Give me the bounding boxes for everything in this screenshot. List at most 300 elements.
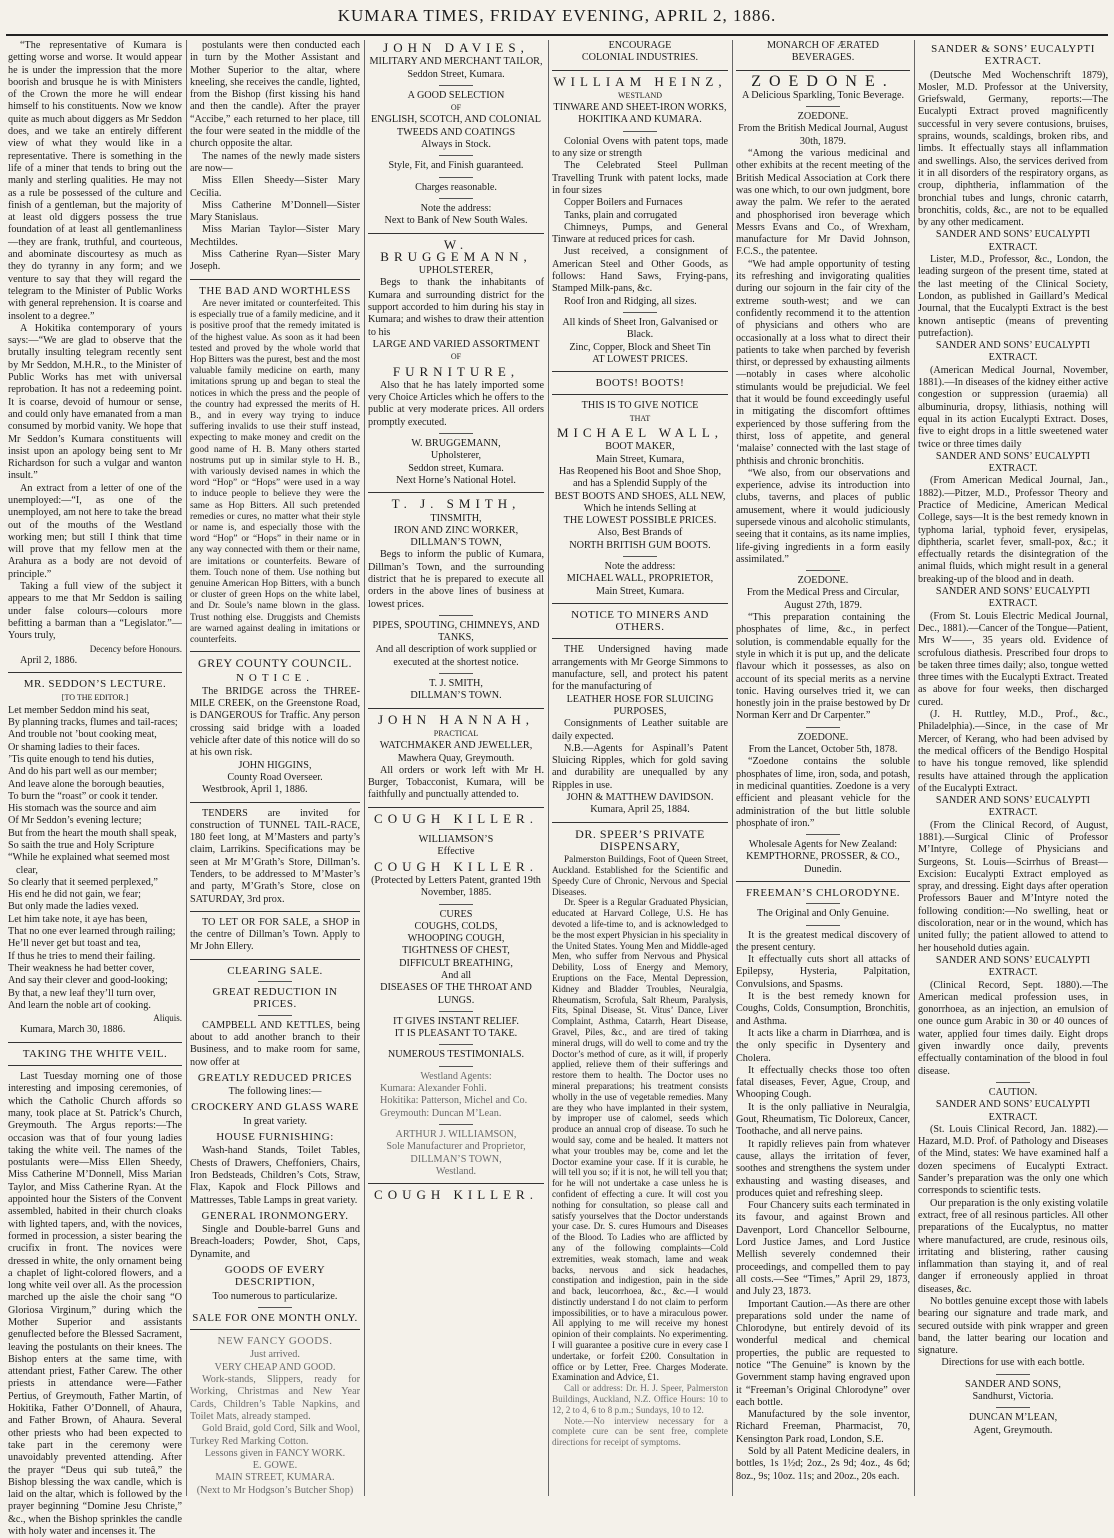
davies-name: JOHN DAVIES, xyxy=(383,40,529,55)
cough-bottom: COUGH KILLER. xyxy=(374,1187,538,1203)
column-divider xyxy=(548,40,549,1496)
poem-line: By planning tracks, flumes and tail-races; xyxy=(8,717,178,729)
sander-heading: SANDER AND SONS’ EUCALYPTI EXTRACT. xyxy=(935,229,1091,253)
cough-big: COUGH KILLER. xyxy=(374,858,538,874)
speer-title: DR. SPEER’S PRIVATE DISPENSARY, xyxy=(575,826,705,853)
poem-place: Kumara, March 30, 1886. xyxy=(20,1024,126,1036)
agent-place: Agent, Greymouth. xyxy=(973,1424,1053,1436)
z2-source: From the Medical Press and Circular, August 27th, 1879. xyxy=(746,587,900,611)
arthur: ARTHUR J. WILLIAMSON, xyxy=(395,1128,517,1140)
z1-body2: “We had ample opportunity of testing its refreshing and invigorating qualities during our sojourn in the fair city of the extreme south-west; and we can confidently recommend it to the attention of physicians and others who are occasionally at a loss what to direct their patients to take when parched by feverish thirst, or depressed by exhausting ailments—notably in cases where alcoholic stimulants would be prejudicial. We feel that it would be found exceedingly useful in mitigating the discomfort ofttimes experienced by those suffering from the thirst, loss of appetite, and general ‘malaise’ connected with the last stage of phthisis and chronic bronchitis. xyxy=(736,258,910,467)
letter-paragraph: “The representative of Kumara is getting worse and worse. It would appear he is under the impression that the more boorish and brusque he is with Ministers of the Crown the more he will endear himself to his constituents. Now we know quite as much about diggers as Mr Seddon does, and we take an entirely different view of what they would like in a representative. There is something in the life of a miner that tends to bring out the manly and sterling qualities. He may not as a rule be possessed of the culture and finish of a gentleman, but the majority of at least old diggers possess the true foundation of at least all gentlemanliness—they are frank, truthful, and courteous, and abominate discourtesy as much as they do tyranny in any form; and we venture to say that they will regard the telegram to the Minister of Public Works with general reprehension. It is coarse and insolent to a degree.” xyxy=(8,40,182,322)
z1-body: “Among the various medicinal and other exhibits at the recent meeting of the British Medical Association at Cork there was one which, to our own judgment, bore away the palm. We refer to the aerated and phosphorised iron beverage which Messrs Evans and Co., of Wrexham, manufacture for Mr David Johnson, F.C.S., the patentee. xyxy=(736,148,911,258)
house-body: Wash-hand Stands, Toilet Tables, Chests of Drawers, Cheffoniers, Chairs, Iron Bedsteads, Children’s Cots, Straw, Flax, Kapok and Flock Pillows and Mattresses, Table Lamps in great variety. xyxy=(190,1145,360,1206)
column-4 xyxy=(552,40,728,1496)
campbell-body: CAMPBELL AND KETTLES, being about to add another branch to their Business, and to make room for same, now offer at xyxy=(190,1019,360,1068)
numerous: NUMEROUS TESTIMONIALS. xyxy=(387,1049,525,1061)
davies-address: Seddon Street, Kumara. xyxy=(407,68,505,80)
sander-para: (St. Louis Clinical Record, Jan. 1882).—Hazard, M.D. Prof. of Pathology and Diseases of the Mind, states: We have examined half a dozen specimens of Eucalypti Extract. Sander’s preparation was the only one which corresponds to scientific tests. xyxy=(918,1123,1108,1197)
lecture-title: MR. SEDDON’S LECTURE. xyxy=(23,678,167,691)
z3-source: From the Lancet, October 5th, 1878. xyxy=(748,744,898,756)
effective: Effective xyxy=(437,846,475,858)
boots-main: Main Street, Kumara. xyxy=(595,585,685,597)
and-all: And all xyxy=(440,970,472,981)
bad-title: THE BAD AND WORTHLESS xyxy=(199,284,351,297)
sander-heading: SANDER AND SONS’ EUCALYPTI EXTRACT. xyxy=(935,1099,1091,1123)
davies-next: Next to Bank of New South Wales. xyxy=(384,215,528,227)
sander-para: (Clinical Record, Sept. 1880).—The American medical profession uses, in gonorrhoea, as an injection, an emulsion of one ounce gum Arabic in 30 or 40 ounces of water, applied four times daily. Eight drops given inwardly once daily, prevents effectually contamination of the blood in foul disease. xyxy=(918,979,1108,1077)
short-rule xyxy=(623,556,657,557)
hannah-role: WATCHMAKER AND JEWELLER, xyxy=(379,740,533,752)
veil-title: TAKING THE WHITE VEIL. xyxy=(22,1047,168,1060)
z1-title: ZOEDONE. xyxy=(797,111,849,123)
heinz-item: Roof Iron and Ridging, all sizes. xyxy=(564,295,697,307)
house-furnishing: HOUSE FURNISHING: xyxy=(216,1131,334,1144)
short-rule xyxy=(258,981,292,982)
boots-address: Main Street, Kumara, xyxy=(595,453,685,465)
short-rule xyxy=(806,834,840,835)
heinz-item: The Celebrated Steel Pullman Travelling Trunk with patent locks, made in four sizes xyxy=(552,160,728,196)
sander-para: Lister, M.D., Professor, &c., London, the leading surgeon of the present time, stated at the last meeting of the Clinical Society, London, as published in Gaillard’s Medical Journal, that the Eucalypti Extract is the best known antiseptic (means of preventing putrefaction). xyxy=(918,254,1108,339)
sander-heading: SANDER AND SONS’ EUCALYPTI EXTRACT. xyxy=(935,450,1091,475)
davies-stock: Always in Stock. xyxy=(421,139,491,151)
z3-title: ZOEDONE. xyxy=(797,731,849,743)
smith-sig: T. J. SMITH, xyxy=(429,678,483,690)
sander-heading: SANDER AND SONS’ EUCALYPTI EXTRACT. xyxy=(935,586,1091,610)
dunedin: Dunedin. xyxy=(804,863,842,875)
poem-line: His end he did not gain, we fear; xyxy=(8,889,141,901)
delicious: A Delicious Sparkling, Tonic Beverage. xyxy=(741,89,905,101)
sander-para: No bottles genuine except those with labels bearing our signature and trade mark, and secured outside with pink wrapper and green band, the latter bearing our location and signature. xyxy=(918,1295,1108,1357)
goods-every: GOODS OF EVERY DESCRIPTION, xyxy=(224,1264,326,1289)
separator xyxy=(736,70,910,71)
pleasant: IT IS PLEASANT TO TAKE. xyxy=(394,1028,518,1040)
sander-para: Our preparation is the only existing volatile extract, free of all resinous particles. All other preparations of the Eucalyptus, no matter where manufactured, are crude, resinous oils, irritating and blistering, rather causing inflammation than staying it, and of real danger if erroneously applied in throat diseases, &c. xyxy=(918,1197,1108,1295)
faded-line: (Next to Mr Hodgson’s Butcher Shop) xyxy=(196,1484,354,1496)
column-2 xyxy=(190,40,360,1496)
short-rule xyxy=(439,155,473,156)
freeman-para: It rapidly relieves pain from whatever cause, allays the irritation of fever, soothes and strengthens the system under exhausting and wasting diseases, and produces quiet and refreshing sleep. xyxy=(736,1138,910,1199)
grey-body: The BRIDGE across the THREE-MILE CREEK, on the Greenstone Road, is DANGEROUS for Traffic. Any person crossing said bridge with a loaded vehicle after date of this notice will do so at his own risk. xyxy=(190,685,360,759)
veil-name: Miss Catherine M’Donnell—Sister Mary Stanislaus. xyxy=(190,199,360,224)
boots-north: NORTH BRITISH GUM BOOTS. xyxy=(569,539,711,551)
column-1 xyxy=(8,40,182,1538)
too-numerous: Too numerous to particularize. xyxy=(212,1290,338,1302)
separator xyxy=(552,638,728,639)
letter-signature: Decency before Honours. xyxy=(89,643,182,654)
heinz-item: Chimneys, Pumps, and General Tinware at reduced prices for cash. xyxy=(552,221,728,246)
miners-nb: N.B.—Agents for Aspinall’s Patent Sluicing Ripples, which for gold saving and durability are unequalled by any Ripples in use. xyxy=(552,742,728,791)
short-rule xyxy=(439,198,473,199)
miners-body2: Consignments of Leather suitable are daily expected. xyxy=(552,718,728,742)
sander-para: (From American Medical Journal, Jan., 1882).—Pitzer, M.D., Professor Theory and Practice of Medicine, American Medical College, says—It is the best remedy known in typhoma larial, typhoid fever, erysipelas, diphtheria, scarlet fever, small-pox, &c.; it effectually retards the disintegration of the animal fluids, which might result in a general breaking-up of the blood and in death. xyxy=(918,475,1108,585)
short-rule xyxy=(623,131,657,132)
short-rule xyxy=(439,433,473,434)
letter-date: April 2, 1886. xyxy=(20,654,78,666)
protected: (Protected by Letters Patent, granted 19th November, 1885. xyxy=(371,874,541,899)
freeman-title: FREEMAN’S CHLORODYNE. xyxy=(745,887,901,899)
poem-line: He’ll never get but toast and tea, xyxy=(8,938,141,950)
heinz-item: Copper Boilers and Furnaces xyxy=(564,197,683,209)
separator xyxy=(190,911,360,912)
heinz-sheet: All kinds of Sheet Iron, Galvanised or Black. xyxy=(562,316,718,341)
faded-line: Work-stands, Slippers, ready for Working, Christmas and New Year Cards, Children’s Table Napkins, and Toilet Mats, already stamped. xyxy=(190,1374,360,1422)
freeman-para: Four Chancery suits each terminated in its favour, and against Brown and Davenport, Lord Chancellor Selbourne, Lord Justice James, and Lord Justice Mellish severely condemned their proceedings, and compelled them to pay all costs.—See “Times,” April 29, 1873, and July 23, 1873. xyxy=(736,1200,910,1298)
sander-place: Sandhurst, Victoria. xyxy=(972,1391,1054,1403)
poem-line: But only made the ladies vexed. xyxy=(8,901,139,913)
heinz-address: HOKITIKA AND KUMARA. xyxy=(578,114,702,126)
separator xyxy=(368,1183,544,1184)
veil-continued: postulants were then conducted each in turn by the Mother Assistant and Mother Superior to the altar, where kneeling, she receives the candle, lighted, from the Bishop (first kissing his hand and then the candle). After the prayer “Accibe,” each returned to her place, till the four were seated in the middle of the church opposite the altar. xyxy=(190,40,360,150)
heinz-zinc: Zinc, Copper, Block and Sheet Tin xyxy=(569,341,711,353)
sander-sig: SANDER AND SONS, xyxy=(965,1378,1061,1390)
separator xyxy=(552,70,728,71)
poem-line: Let member Seddon mind his seat, xyxy=(8,704,150,716)
boots-which: Which he intends Selling at xyxy=(583,502,697,514)
just-arrived: Just arrived. xyxy=(250,1349,300,1361)
short-rule xyxy=(439,1124,473,1125)
wholesale: Wholesale Agents for New Zealand: xyxy=(748,839,898,851)
faded-agents xyxy=(368,1071,544,1178)
boots-body: Has Reopened his Boot and Shoe Shop, and has a Splendid Supply of the xyxy=(558,465,722,490)
column-5 xyxy=(736,40,910,1496)
davies-selection: A GOOD SELECTION xyxy=(407,89,505,101)
cures-list xyxy=(368,921,544,970)
column-divider xyxy=(186,40,187,1496)
freeman-para: Manufactured by the sole inventor, Richard Freeman, Pharmacist, 70, Kensington Park road, London, S.E. xyxy=(736,1409,910,1445)
masthead-rule xyxy=(6,34,1108,36)
heinz-westland: WESTLAND xyxy=(618,90,662,100)
poem-line: And learn the noble art of cooking. xyxy=(8,999,151,1011)
short-rule xyxy=(258,1307,292,1308)
poem-line: And say their clever and good-looking; xyxy=(8,975,168,987)
sander-para: (Deutsche Med Wochenschrift 1879), Mosler, M.D. Professor at the University, Griefswald, Germany, reports:—The Eucalypti Extract proved magnificently successful in very severe contusions, bruises, sprains, wounds, scaldings, broken ribs, and limbs. It effectually stays all inflammation and swellings. Also, the services derived from it in all disorders of the respiratory organs, as croup, diphtheria, inflammation of the bronchial tubes and lungs, chronic catarrh, bronchitis, colds, &c., are not to be equalled by any other medicament. xyxy=(918,69,1108,229)
brug-furniture: FURNITURE, xyxy=(392,363,520,379)
brug-of: OF xyxy=(450,352,462,362)
masthead: KUMARA TIMES, FRIDAY EVENING, APRIL 2, 1886. xyxy=(337,6,777,25)
letter-paragraph: An extract from a letter of one of the unemployed:—“I, as one of the unemployed, am not here to take the bread out of the mouths of the Westland working men; but still I think that time will prove that my fellow men at the Arahura as a body are not devoid of principle.” xyxy=(8,482,182,580)
veil-name: Miss Marian Taylor—Sister Mary Mechtildes. xyxy=(190,224,360,248)
miners-body: THE Undersigned having made arrangements with Mr George Simmons to manufacture, sell, and protect his patent for the manufacturing of xyxy=(552,644,728,693)
brug-next: Next Horne’s National Hotel. xyxy=(396,474,516,486)
smith-body: Begs to inform the public of Kumara, Dillman’s Town, and the surrounding district that he is prepared to execute all orders in the above lines of business at lowest prices. xyxy=(368,549,544,610)
separator xyxy=(8,1065,182,1066)
separator xyxy=(552,603,728,604)
sander-para: (American Medical Journal, November, 1881).—In diseases of the kidney either active congestion or suppression (uraemia) all albuminuria, dropsy, lithiasis, nothing will equal in its action Eucalypti Extract. Doses, five to eight drops in a little sweetened water twice or three times daily xyxy=(918,364,1108,450)
short-rule xyxy=(996,1374,1030,1375)
poem-line: ’Tis quite enough to tend his duties, xyxy=(8,753,154,765)
veil-names xyxy=(190,175,360,273)
boots-also: Also, Best Brands of xyxy=(597,527,683,539)
sander-heading: SANDER AND SONS’ EUCALYPTI EXTRACT. xyxy=(935,954,1091,979)
freeman-para: It is the only palliative in Neuralgia, Gout, Rheumatism, Tic Doloreux, Cancer, Toothache, and all nerve pains. xyxy=(736,1101,910,1138)
short-rule xyxy=(806,106,840,107)
boots-role: BOOT MAKER, xyxy=(605,441,675,453)
tenders-body: TENDERS are invited for construction of TUNNEL TAIL-RACE, 180 feet long, at M’Masters and party’s claim, Larrikins. Specifications may be seen at Mr M’Grath’s Store, Dillman’s. Tenders, to be addressed to M’Master’s and party, M’Grath’s Store, close on SATURDAY, 3rd prox. xyxy=(190,807,360,905)
westland-agents: Westland Agents: xyxy=(420,1070,492,1082)
sander-heading: SANDER AND SONS’ EUCALYPTI EXTRACT. xyxy=(935,340,1091,364)
short-rule xyxy=(439,615,473,616)
separator xyxy=(552,371,728,372)
poem-line: And do his part well as our member; xyxy=(8,766,158,778)
heinz-name: WILLIAM HEINZ, xyxy=(553,73,727,89)
poem-line: So saith the true and Holy Scripture xyxy=(8,840,154,851)
column-3 xyxy=(368,40,544,1496)
veil-paragraph: Last Tuesday morning one of those interesting and imposing ceremonies, of which the Catholic Church affords so many, took place at St. Patrick’s Church, Greymouth. The Argus reports:—The occasion was that of four young ladies taking the white veil. The names of the postulants were—Miss Ellen Sheedy, Miss Catherine M’Donnell, Miss Marian Taylor, and Miss Catherine Ryan. At the appointed hour the Sisters of the Convent assembled, habited in their church cloaks with lighted tapers, and, with the novices, formed in procession, a sister bearing the crucifix in front. The novices were dressed in white, the only ornament being a chaplet of light-colored flowers, and a long white veil over all. As the procession marched up the aisle the choir sang “O Gloriosa Virginum,” during which the Mother Superior and assistants genuflected before the Blessed Sacrament, leaving the postulants on their knees. The Bishop enters at the same time, with attendant priest, Father Carew. The other priests in attendance were—Father Pertius, of Greymouth, Father Martin, of Hokitika, Father O’Donnell, of Ahaura, and Father Brown, of Ahaura. Several other priests who had been expected to take part in the ceremony were unavoidably prevented attending. After the prayer “Deus qui sub tuteâ,” the Bishop blessing the wax candle, which is laid on the altar, which is followed by the prayer beginning “Domine Jesu Christe,” &c., when the Bishop sprinkles the candle with holy water and incenses it. The xyxy=(8,1071,182,1538)
boots-best: BEST BOOTS AND SHOES, ALL NEW, xyxy=(554,490,726,502)
great-reduction: GREAT REDUCTION IN PRICES. xyxy=(212,986,338,1011)
veil-name: Miss Ellen Sheedy—Sister Mary Cecilia. xyxy=(190,175,360,199)
smith-all: And all description of work supplied or executed at the shortest notice. xyxy=(375,644,537,668)
greymouth-agent: Greymouth: Duncan M’Lean. xyxy=(380,1107,502,1119)
grey-date: Westbrook, April 1, 1886. xyxy=(202,784,308,796)
davies-note: Note the address: xyxy=(420,202,492,214)
separator xyxy=(8,672,182,673)
poem-line: His stomach was the source and aim xyxy=(8,803,157,815)
boots-sig: MICHAEL WALL, PROPRIETOR, xyxy=(566,573,714,585)
z2-title: ZOEDONE. xyxy=(797,575,849,587)
colonial: COLONIAL INDUSTRIES. xyxy=(581,52,699,64)
separator xyxy=(368,807,544,808)
davies-role: MILITARY AND MERCHANT TAILOR, xyxy=(369,56,543,68)
poem-line: Their weakness he had better cover, xyxy=(8,962,155,974)
sander-para: (From St. Louis Electric Medical Journal, Dec., 1881).—Cancer of the Tongue—Patient, Mrs W——, 35 years old. Evidence of scrofulous diathesis. Prescribed four drops to be taken three times daily; also, tongue wetted three times with the Eucalypti Extract. Treated as above for four weeks, then discharged cured. xyxy=(918,610,1108,708)
agent-name: DUNCAN M’LEAN, xyxy=(968,1412,1058,1424)
new-fancy: NEW FANCY GOODS. xyxy=(217,1335,333,1348)
z2-body: “This preparation containing the phosphates of lime, &c., in perfect solution, is commendable equally for the style in which it is put up, and the delicate flavour which it possesses, as also on account of its special merits as a nervine tonic. Having ourselves tried it, we can honestly join in the praise bestowed by Dr Norman Kerr and Dr Carpenter.” xyxy=(736,612,910,722)
faded-line: MAIN STREET, KUMARA. xyxy=(215,1472,335,1484)
encourage: ENCOURAGE xyxy=(608,40,672,51)
kempthorne: KEMPTHORNE, PROSSER, & CO., xyxy=(746,851,900,863)
lecture-subtitle: [TO THE EDITOR.] xyxy=(61,693,129,703)
heinz-item: Colonial Ovens with patent tops, made to any size or strength xyxy=(552,135,728,160)
iron-body: Single and Double-barrel Guns and Breach-loaders; Powder, Shot, Caps, Dynamite, and xyxy=(190,1224,360,1260)
letter-paragraph: A Hokitika contemporary of yours says:—“We are glad to observe that the brutally insulting telegram recently sent by Mr Seddon, M.H.R., to the Minister of Public Works has met with universal reprobation. It has not a redeeming point. It is coarse, devoid of humour or sense, and could only have emanated from a man consumed by morbid vanity. We hope that Mr Seddon’s Kumara constituents will insist upon an apology being sent to Mr Richardson for such a vulgar and wanton insult.” xyxy=(8,322,182,482)
grey-title: GREY COUNTY COUNCIL. xyxy=(197,656,353,671)
cough-title: COUGH KILLER. xyxy=(374,810,538,826)
monarch: MONARCH OF ÆRATED BEVERAGES. xyxy=(766,40,880,64)
faded-line: Gold Braid, gold Cord, Silk and Wool, Turkey Red Marking Cotton. xyxy=(190,1423,360,1447)
short-rule xyxy=(806,727,840,728)
brug-body: Begs to thank the inhabitants of Kumara and surrounding district for the support accorded to him during his stay in Kumara; and wishes to draw their attention to his xyxy=(368,277,544,338)
boots-this: THIS IS TO GIVE NOTICE xyxy=(581,400,699,412)
short-rule xyxy=(439,1066,473,1067)
hannah-name: JOHN HANNAH, xyxy=(377,711,535,727)
cures-item: COUGHS, COLDS, xyxy=(414,920,498,932)
brug-name: W. BRUGGEMANN, xyxy=(380,236,532,264)
sander-para: (J. H. Ruttley, M.D., Prof., &c., Philadelphia).—Since, in the case of Mr Mercer, of Kerang, who had been advised by the medical officers of the Bendigo Hospital to have his tongue removed, like splendid results have attained through the application of the Eucalypti Extract. xyxy=(918,709,1108,794)
brug-role: UPHOLSTERER, xyxy=(418,265,494,277)
grey-notice: NOTICE. xyxy=(235,671,315,684)
diseases: DISEASES OF THE THROAT AND LUNGS. xyxy=(380,982,532,1006)
speer-body2: Dr. Speer is a Regular Graduated Physician, educated at Harvard College, U.S. He has devoted a life-time to, and is acknowledged to be the most expert Physician in his speciality in the United States. Young Men and Middle-aged Men, who suffer from Nervous and Physical Debility, Loss of Energy and Memory, Eruptions on the Face, Mental Depression, Kidney and Bladder Troubles, Neuralgia, Rheumatism, Scrofula, Salt Rheum, Paralysis, Fits, Spinal Disease, St. Vitus’ Dance, Liver Complaint, Asthma, Catarrh, Heart Disease, Gravel, Piles, &c., and are tired of taking mineral drugs, will do well to come and try the Doctor’s method of cure, as it will, if properly applied, relieve them of their sufferings and restore them to health. The Doctor uses no mineral preparations; his treatment consists wholly in the use of vegetable remedies. Many are they who have implanted in their system, by improper use of calomel, seeds which produce an annual crop of disease. To such he would say, come and be healed. It matters not what your troubles may be, come and let the Doctor examine your case. If it is curable, he will tell you so; if it is not, he will tell you that; for he will not undertake a case unless he is confident of effecting a cure. It will cost you nothing for consultation, so please call and satisfy yourselves that the Doctor understands your case. Dr. S. cures Humours and Diseases of the Blood. To Ladies who are afflicted by any of the following complaints—Cold extremities, weak stomach, lame and weak backs, nervous and sick headaches, constipation and indigestion, pain in the side and back, leucorrhoea, &c., &c.—I would distinctly understand I do not claim to perform impossibilities, or to have a miraculous power. All applying to me will receive my honest opinion of their complaints. No experimenting. I will guarantee a positive cure in every case I undertake, or forfeit £200. Consultation in office or by Letter, Free. Charges Moderate. Examination and Advice, £1. xyxy=(552,897,728,1383)
separator xyxy=(190,651,360,652)
davies-style: Style, Fit, and Finish guaranteed. xyxy=(388,160,524,172)
freeman-para: It acts like a charm in Diarrhœa, and is the only specific in Dysentery and Cholera. xyxy=(736,1027,910,1064)
hannah-body: All orders or work left with Mr H. Burger, Tobacconist, Kumara, will be faithfully and punctually attended to. xyxy=(368,764,544,801)
separator xyxy=(190,802,360,803)
column-divider xyxy=(732,40,733,1496)
separator xyxy=(552,394,728,395)
poem-line: By that, a new leaf they’ll turn over, xyxy=(8,987,156,999)
miners-date: Kumara, April 25, 1884. xyxy=(590,804,690,816)
sole: Sole Manufacturer and Proprietor, xyxy=(386,1141,526,1153)
let-body: TO LET OR FOR SALE, a SHOP in the centre of Dillman’s Town. Apply to Mr John Ellery. xyxy=(190,916,360,953)
hannah-address: Mawhera Quay, Greymouth. xyxy=(397,752,515,764)
heinz-list xyxy=(552,136,728,308)
brug-large: LARGE AND VARIED ASSORTMENT xyxy=(372,338,540,350)
williamson: WILLIAMSON’S xyxy=(418,834,494,846)
poem-line: But from the heart the mouth shall speak, xyxy=(8,827,177,839)
grey-name: JOHN HIGGINS, xyxy=(238,759,312,771)
freeman-para: It is the best remedy known for Coughs, Colds, Consumption, Bronchitis, and Asthma. xyxy=(736,991,910,1027)
boots-title: BOOTS! BOOTS! xyxy=(595,377,685,390)
short-rule xyxy=(439,829,473,830)
sale-month: SALE FOR ONE MONTH ONLY. xyxy=(192,1311,358,1324)
short-rule xyxy=(439,177,473,178)
freeman-body xyxy=(736,930,910,1483)
poem-line: “While he explained what seemed most clear, xyxy=(8,852,170,876)
separator xyxy=(552,822,728,823)
separator xyxy=(190,1329,360,1330)
separator xyxy=(8,1042,182,1043)
crockery: CROCKERY AND GLASS WARE xyxy=(191,1101,359,1114)
caution: CAUTION. xyxy=(988,1086,1038,1098)
freeman-para: Important Caution.—As there are other preparations sold under the name of Chlorodyne, but entirely devoid of its wonderful medical and chemical properties, the public are requested to notice “The Genuine” is known by the Government stamp having engraved upon it “Freeman’s Original Chlorodyne” over each bottle. xyxy=(736,1298,910,1408)
poem-line: That no one ever learned through railing; xyxy=(8,926,176,938)
davies-charges: Charges reasonable. xyxy=(415,181,497,193)
brug-address: Seddon street, Kumara. xyxy=(408,462,504,474)
brug-sig2: Upholsterer, xyxy=(430,450,482,462)
heinz-lowest: AT LOWEST PRICES. xyxy=(592,353,688,365)
freeman-para: It effectually checks those too often fatal diseases, Fever, Ague, Croup, and Whooping Cough. xyxy=(736,1064,910,1101)
short-rule xyxy=(439,904,473,905)
smith-role2: IRON AND ZINC WORKER, xyxy=(393,524,519,536)
cures-item: DIFFICULT BREATHING, xyxy=(399,957,513,969)
freeman-para: It effectually cuts short all attacks of Epilepsy, Hysteria, Palpitation, Convulsions, and Spasms. xyxy=(736,954,910,990)
heinz-item: Tanks, plain and corrugated xyxy=(564,209,678,221)
column-divider xyxy=(914,40,915,1496)
hokitika-agent: Hokitika: Patterson, Michel and Co. xyxy=(380,1095,528,1107)
brug-sig: W. BRUGGEMANN, xyxy=(411,438,501,450)
kumara-agent: Kumara: Alexander Fohli. xyxy=(380,1083,487,1095)
miners-hose: LEATHER HOSE FOR SLUICING PURPOSES, xyxy=(566,693,714,717)
separator xyxy=(368,708,544,709)
short-rule xyxy=(439,1044,473,1045)
poem-line: To burn the “roast” or cook it tender. xyxy=(8,790,158,802)
heinz-item: Just received, a consignment of American Steel and Other Goods, as follows: Hand Saws, Frying-pans, Stamped Milk-pans, &c. xyxy=(552,246,728,295)
faded-line: Lessons given in FANCY WORK. xyxy=(204,1447,346,1459)
z3-body: “Zoedone contains the soluble phosphates of lime, iron, soda, and potash, in medicinal quantities. Zoedone is a very efficient and pleasant vehicle for the administration of the but little soluble phosphate of iron.” xyxy=(736,756,910,829)
boots-that: THAT xyxy=(629,413,651,423)
separator xyxy=(736,881,910,882)
clearing-title: CLEARING SALE. xyxy=(227,964,323,977)
davies-of: OF xyxy=(450,103,462,113)
speer-note: Note.—No interview necessary for a complete cure can be sent free, complete directions for receipt of symptoms. xyxy=(552,1415,728,1448)
heinz-role: TINWARE AND SHEET-IRON WORKS, xyxy=(553,102,727,114)
poem-line: If thus he tries to mend their failing. xyxy=(8,950,156,962)
davies-goods: ENGLISH, SCOTCH, AND COLONIAL TWEEDS AND COATINGS xyxy=(370,114,542,138)
veil-name: Miss Catherine Ryan—Sister Mary Joseph. xyxy=(190,249,360,273)
in-variety: In great variety. xyxy=(242,1115,308,1127)
poem xyxy=(8,705,182,1012)
letter-paragraph: Taking a full view of the subject it appears to me that Mr Seddon is sailing under false colours—colours more befitting a barman than a “Legislator.”— Yours truly, xyxy=(8,581,182,642)
faded-line: VERY CHEAP AND GOOD. xyxy=(214,1361,336,1373)
ironmongery: GENERAL IRONMONGERY. xyxy=(201,1209,349,1222)
boots-lowest: THE LOWEST POSSIBLE PRICES. xyxy=(563,515,717,527)
grey-role: County Road Overseer. xyxy=(227,771,323,783)
z1-body3: “We also, from our observations and experience, advise its introduction into clubs, taverns, and places of public amusement, where it would judiciously supersede vinous and alcoholic stimulants, seeing that it contains, as its name implies, life-giving ingredients in a form easily assimilated.” xyxy=(736,467,911,565)
boots-note: Note the address: xyxy=(604,560,676,572)
speer-body: Palmerston Buildings, Foot of Queen Street, Auckland. Established for the Scientific and Speedy Cure of Chronic, Nervous and Special Diseases. xyxy=(552,854,728,897)
sander-title: SANDER & SONS’ EUCALYPTI EXTRACT. xyxy=(931,43,1095,68)
poem-line: Of Mr Seddon’s evening lecture; xyxy=(8,815,142,827)
freeman-original: The Original and Only Genuine. xyxy=(756,908,890,920)
short-rule xyxy=(996,1407,1030,1408)
speer-call: Call or address: Dr. H. J. Speer, Palmerston Buildings, Auckland, N.Z. Office Hours: 10 to 12, 2 to 4, 6 to 8 p.m.; Sundays, 10 to 12. xyxy=(552,1383,728,1415)
freeman-para: It is the greatest medical discovery of the present century. xyxy=(736,929,910,953)
separator xyxy=(190,279,360,280)
smith-role: TINSMITH, xyxy=(430,512,482,524)
short-rule xyxy=(258,1015,292,1016)
faded-advert xyxy=(190,1335,360,1497)
poem-signature: Aliquis. xyxy=(153,1013,182,1024)
sander-para: Directions for use with each bottle. xyxy=(941,1357,1085,1369)
poem-line: So clearly that it seemed perplexed,” xyxy=(8,876,158,888)
relief: IT GIVES INSTANT RELIEF. xyxy=(393,1015,519,1027)
separator xyxy=(368,492,544,493)
veil-names-intro: The names of the newly made sisters are now— xyxy=(190,150,360,174)
short-rule xyxy=(439,1011,473,1012)
boots-name: MICHAEL WALL, xyxy=(556,425,724,441)
poem-line: And trouble not ’bout cooking meat, xyxy=(8,729,157,741)
westland: Westland. xyxy=(435,1165,477,1177)
short-rule xyxy=(806,570,840,571)
z1-source: From the British Medical Journal, August 30th, 1879. xyxy=(738,123,908,147)
greatly-reduced: GREATLY REDUCED PRICES xyxy=(197,1071,353,1084)
following-lines: The following lines:— xyxy=(228,1086,322,1098)
brug-body2: Also that he has lately imported some very Choice Articles which he offers to the public at very moderate prices. All orders promptly executed. xyxy=(368,379,544,428)
sander-para: (From the Clinical Record, of August, 1881).—Surgical Clinic of Professor M’Intyre, College of Physicians and Surgeons, St. Louis—Scirrhus of Breast—Excision: Eucalypti Extract employed as spray, and dressing. Eight days after operation Professors Bauer and M’Intyre noted the following condition:—No swelling, heat or discoloration, near or in the wound, which has united fully; the patient allowed to attend to her household duties again. xyxy=(918,819,1108,954)
smith-name: T. J. SMITH, xyxy=(391,496,521,512)
separator xyxy=(368,233,544,234)
poem-line: And leave alone the borough beauties, xyxy=(8,778,165,790)
cures-item: WHOOPING COUGH, xyxy=(407,933,505,945)
smith-town: DILLMAN’S TOWN, xyxy=(410,537,502,549)
bad-body: Are never imitated or counterfeited. This is especially true of a family medicine, and it is positive proof that the remedy imitated is of the highest value. As soon as it had been tested and proved by the whole world that Hop Bitters was the purest, best and the most valuable family medicine on earth, many imitations sprung up and began to steal the notices in which the press and the people of the country had expressed the merits of H. B., and in every way trying to induce suffering invalids to use their stuff instead, expecting to make money and credit on the good name of H. B. Many others started nostrums put up in similar style to H. B., with variously devised names in which the word “Hop” or “Hops” were used in a way to induce people to believe they were the same as Hop Bitters. All such pretended remedies or cures, no matter what their style or name is, and especially those with the word “Hop” or “Hops” in their name or in any way connected with them or their name, are imitations or counterfeits. Beware of them. Touch none of them. Use nothing but genuine American Hop Bitters, with a bunch or cluster of green Hops on the white label, and Dr. Soule’s name blown in the glass. Trust nothing else. Druggists and Chemists are warned against dealing in imitations or counterfeits. xyxy=(190,298,360,646)
smith-pipes: PIPES, SPOUTING, CHIMNEYS, AND TANKS, xyxy=(372,619,540,644)
dillman: DILLMAN’S TOWN, xyxy=(410,1153,502,1165)
column-divider xyxy=(364,40,365,1496)
freeman-para: Sold by all Patent Medicine dealers, in bottles, 1s 1½d; 2oz., 2s 9d; 4oz., 4s 6d; 8oz., 9s; 10oz. 11s; and 20oz., 20s each. xyxy=(736,1446,910,1482)
miners-sig: JOHN & MATTHEW DAVIDSON. xyxy=(566,792,714,804)
hannah-practical: PRACTICAL xyxy=(433,728,479,738)
short-rule xyxy=(996,1082,1030,1083)
short-rule xyxy=(439,673,473,674)
cures: CURES xyxy=(439,908,473,920)
short-rule xyxy=(623,312,657,313)
separator xyxy=(190,959,360,960)
poem-line: Or shaming ladies to their faces. xyxy=(8,741,140,753)
column-6 xyxy=(918,40,1108,1496)
short-rule xyxy=(439,85,473,86)
cures-item: TIGHTNESS OF CHEST, xyxy=(402,945,510,957)
smith-sig2: DILLMAN’S TOWN. xyxy=(410,690,502,702)
poem-line: Let him take note, it aye has been, xyxy=(8,913,148,925)
zoedone-big: ZOEDONE. xyxy=(751,72,895,90)
short-rule xyxy=(806,925,840,926)
sander-heading: SANDER AND SONS’ EUCALYPTI EXTRACT. xyxy=(935,795,1091,819)
